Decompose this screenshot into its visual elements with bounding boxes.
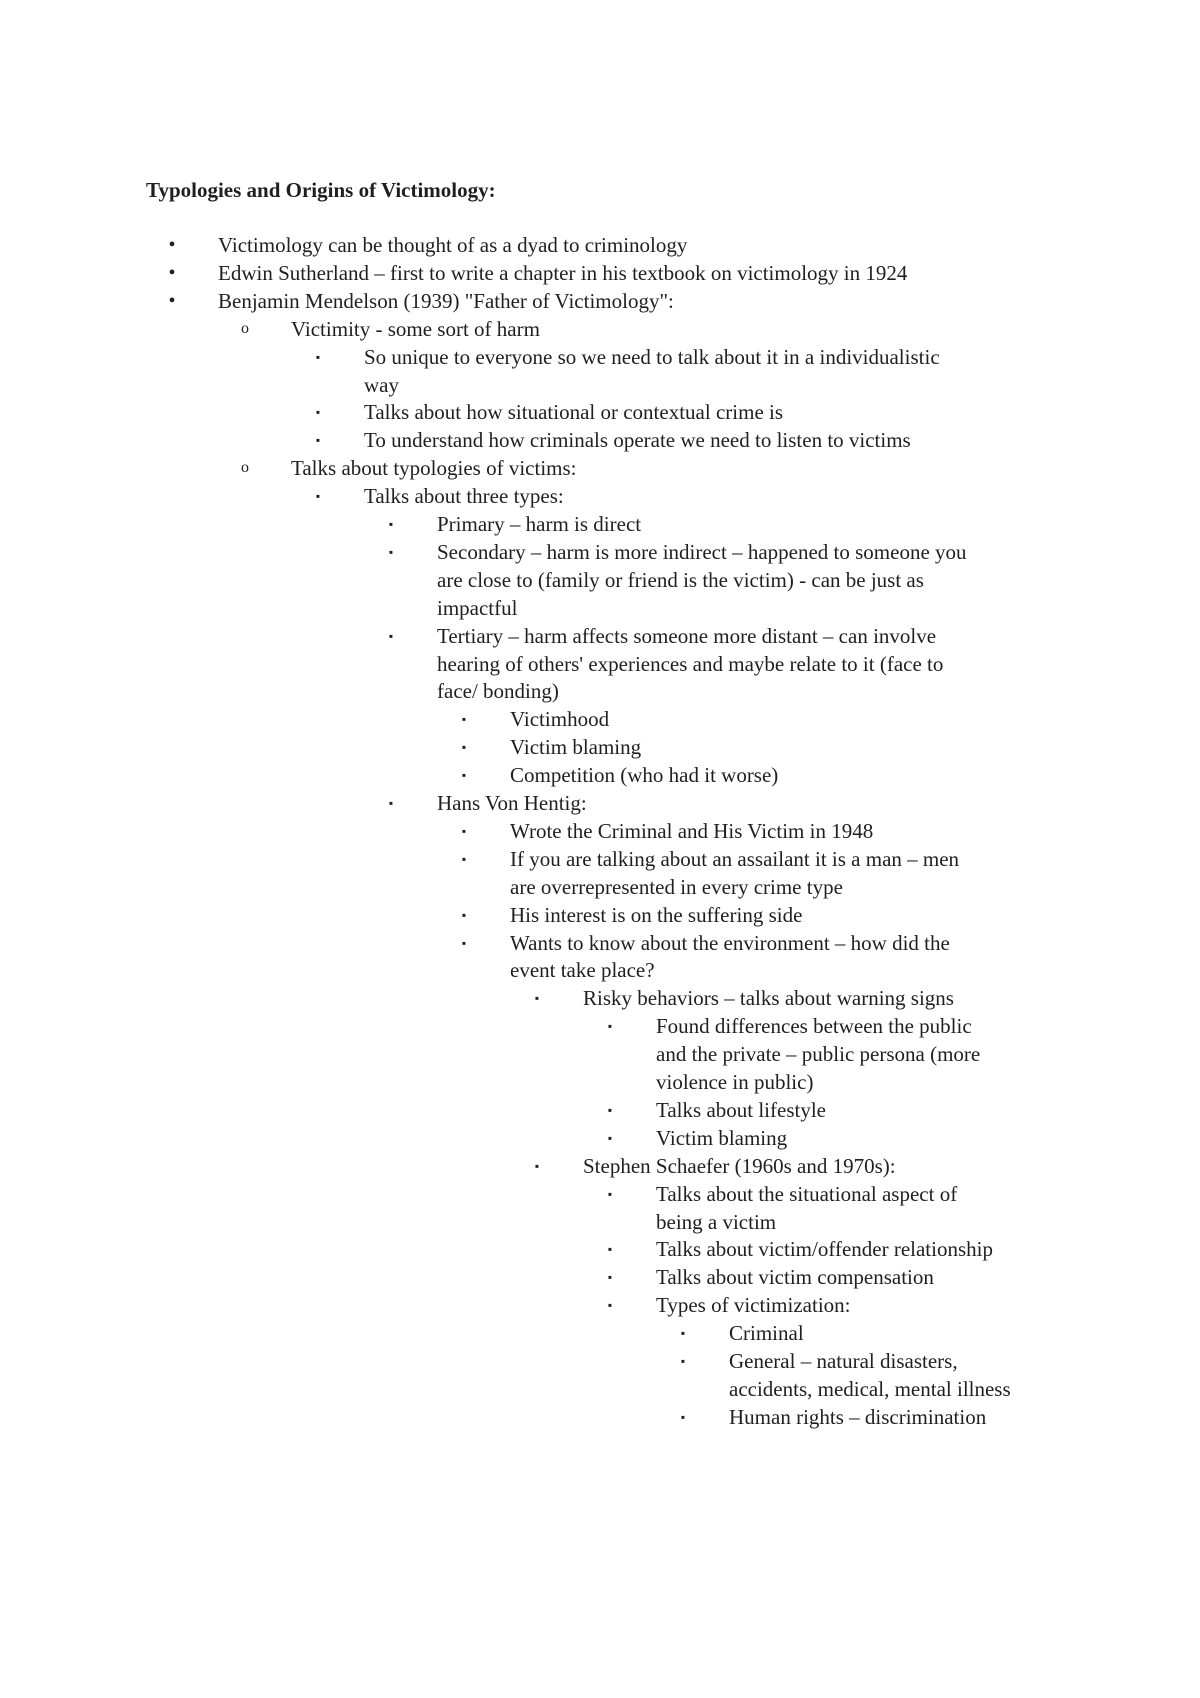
- list-item-text: Criminal: [729, 1321, 804, 1346]
- bullet-marker: ▪: [680, 1354, 686, 1368]
- list-item-text: Victim blaming: [510, 735, 642, 760]
- bullet-marker: ▪: [461, 851, 467, 866]
- bullet-marker: •: [168, 261, 176, 284]
- list-item-text: way: [364, 372, 399, 397]
- list-item-text: To understand how criminals operate we need to listen to victims: [364, 428, 911, 453]
- list-item-text: Benjamin Mendelson (1939) "Father of Victimology":: [218, 288, 674, 313]
- list-item-text: Tertiary – harm affects someone more distant – can involve: [437, 623, 937, 648]
- bullet-marker: ▪: [461, 823, 467, 838]
- bullet-marker: ▪: [607, 1130, 613, 1145]
- bullet-marker: o: [241, 459, 249, 477]
- list-item-text: violence in public): [656, 1070, 814, 1094]
- list-item-text: Stephen Schaefer (1960s and 1970s):: [583, 1153, 896, 1178]
- list-item-text: are close to (family or friend is the victim) - can be just as: [437, 567, 924, 592]
- list-item-text: Hans Von Hentig:: [437, 791, 587, 815]
- list-item-text: hearing of others' experiences and maybe relate to it (face to: [437, 651, 944, 676]
- bullet-marker: ▪: [607, 1102, 613, 1117]
- list-item-text: Wrote the Criminal and His Victim in 1948: [510, 818, 874, 843]
- bullet-marker: ▪: [680, 1409, 686, 1424]
- bullet-marker: ▪: [461, 768, 467, 783]
- bullet-marker: ▪: [388, 517, 394, 531]
- bullet-marker: ▪: [315, 405, 321, 420]
- bullet-marker: ▪: [461, 740, 467, 755]
- list-item-text: are overrepresented in every crime type: [510, 874, 843, 899]
- list-item-text: Competition (who had it worse): [510, 763, 779, 788]
- list-item-text: Talks about lifestyle: [656, 1097, 826, 1122]
- bullet-marker: ▪: [461, 935, 467, 950]
- list-item-text: Talks about three types:: [364, 484, 564, 509]
- list-item-text: event take place?: [510, 958, 655, 983]
- list-item-text: Primary – harm is direct: [437, 512, 642, 536]
- bullet-marker: ▪: [388, 628, 394, 643]
- list-item-text: So unique to everyone so we need to talk about it in a individualistic: [364, 344, 940, 369]
- bullet-marker: ▪: [607, 1242, 613, 1257]
- list-item-text: Talks about the situational aspect of: [656, 1181, 958, 1206]
- bullet-marker: ▪: [461, 712, 467, 727]
- list-item-text: Secondary – harm is more indirect – happened to someone you: [437, 539, 967, 564]
- list-item-text: being a victim: [656, 1209, 777, 1234]
- list-item-text: Talks about typologies of victims:: [291, 456, 577, 481]
- list-item-text: Victimology can be thought of as a dyad to criminology: [218, 233, 688, 257]
- bullet-marker: ▪: [534, 991, 540, 1006]
- bullet-marker: ▪: [607, 1298, 613, 1313]
- list-item-text: His interest is on the suffering side: [510, 902, 803, 927]
- bullet-marker: ▪: [315, 433, 321, 448]
- list-item-text: Human rights – discrimination: [729, 1404, 987, 1429]
- bullet-marker: ▪: [607, 1270, 613, 1285]
- list-item-text: If you are talking about an assailant it is a man – men: [510, 846, 960, 871]
- list-item-text: accidents, medical, mental illness: [729, 1376, 1011, 1401]
- bullet-marker: ▪: [680, 1326, 686, 1341]
- list-item-text: and the private – public persona (more: [656, 1042, 981, 1067]
- bullet-marker: o: [241, 319, 249, 337]
- page-title: Typologies and Origins of Victimology:: [146, 178, 496, 202]
- list-item-text: General – natural disasters,: [729, 1349, 958, 1373]
- list-item-text: Wants to know about the environment – how did the: [510, 930, 950, 955]
- bullet-marker: •: [168, 234, 176, 256]
- bullet-marker: ▪: [315, 489, 321, 504]
- list-item-text: Victimhood: [510, 707, 610, 732]
- bullet-marker: ▪: [388, 544, 394, 559]
- list-item-text: face/ bonding): [437, 679, 559, 704]
- list-item-text: Edwin Sutherland – first to write a chapter in his textbook on victimology in 1924: [218, 260, 908, 285]
- list-item-text: Talks about victim/offender relationship: [656, 1237, 993, 1262]
- list-item-text: impactful: [437, 595, 518, 620]
- list-item-text: Types of victimization:: [656, 1293, 851, 1318]
- list-item-text: Talks about victim compensation: [656, 1265, 934, 1290]
- list-item-text: Victimity - some sort of harm: [291, 316, 540, 341]
- bullet-marker: ▪: [315, 349, 321, 364]
- bullet-marker: ▪: [461, 907, 467, 922]
- list-item-text: Risky behaviors – talks about warning signs: [583, 986, 954, 1011]
- bullet-marker: ▪: [607, 1186, 613, 1201]
- bullet-marker: •: [168, 289, 176, 312]
- bullet-marker: ▪: [534, 1158, 540, 1173]
- list-item-text: Talks about how situational or contextual crime is: [364, 400, 784, 425]
- list-item-text: Found differences between the public: [656, 1014, 972, 1039]
- bullet-marker: ▪: [388, 796, 394, 810]
- bullet-marker: ▪: [607, 1019, 613, 1034]
- list-item-text: Victim blaming: [656, 1125, 788, 1150]
